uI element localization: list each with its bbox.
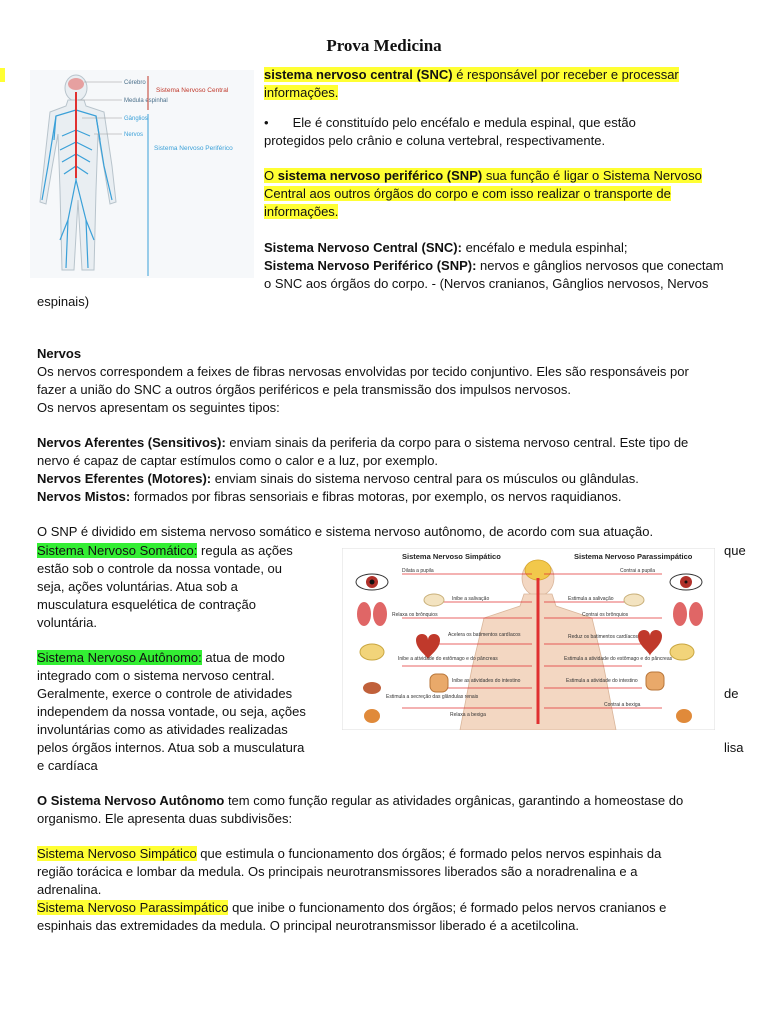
nervos-p1-line-1: Os nervos correspondem a feixes de fibras nervosas envolvidas por tecido conjuntivo. Eles são responsáveis por [37,364,689,379]
snc-label: Sistema Nervoso Central [156,87,229,94]
nervos-p1-line-2: fazer a união do SNC a outros órgãos periféricos e pela transmissão dos impulsos nervosos. [37,382,571,397]
autonomo-right-lisa: lisa [724,740,744,755]
bullet-glyph: • [264,115,269,130]
bullet-line-1 [264,114,636,132]
right-label-3: Reduz os batimentos cardíacos [568,634,639,640]
nervous-system-figure [30,70,254,278]
aferentes-term: Nervos Aferentes (Sensitivos): [37,435,226,450]
eye-icon-left [356,574,388,590]
somatico-rest-1: regula as ações [197,543,293,558]
left-label-0: Dilata a pupila [402,568,434,574]
somatico-line-5: voluntária. [37,615,97,630]
autonomo-line-4: independem da nossa vontade, ou seja, ações [37,704,306,719]
autonomo-line-3: Geralmente, exerce o controle de atividades [37,686,293,701]
bullet-text-2: protegidos pelo crânio e coluna vertebral, respectivamente. [264,133,606,148]
autonomo-line-6: pelos órgãos internos. Atua sob a musculatura [37,740,305,755]
autonomic-diagram [342,548,715,730]
somatico-line-4: musculatura esquelética de contração [37,597,256,612]
autonomo-line-5: involuntárias como as atividades realizadas [37,722,288,737]
mistos-line [37,488,622,506]
aferentes-rest: enviam sinais da periferia da corpo para o sistema nervoso central. Este tipo de [225,435,689,450]
snp-line-3 [264,203,338,221]
para-line-2: espinhais das extremidades da medula. O principal neurotransmissor liberado é a acetilcolina. [37,918,579,933]
def2-line-1 [264,257,724,275]
stomach-icon-right [670,644,694,660]
snp-term: sistema nervoso periférico (SNP) [277,168,483,183]
eferentes-line [37,470,639,488]
autonomo-term: Sistema Nervoso Autônomo: [37,650,202,665]
aferentes-line-1 [37,434,688,452]
auto-term: O Sistema Nervoso Autônomo [37,793,225,808]
para-term: Sistema Nervoso Parassimpático [37,900,229,915]
left-label-4: Inibe a atividade do estômago e do pâncreas [398,656,498,662]
simpatico-title: Sistema Nervoso Simpático [402,552,501,561]
right-label-0: Contrai a pupila [620,568,656,574]
left-label-5: Inibe as atividades do intestino [452,678,521,684]
nervous-system-illustration [30,70,254,278]
def2-text-3: espinais) [37,294,90,309]
def2-line-3 [37,293,89,311]
left-label-2: Relaxa os brônquios [392,612,438,618]
label-ganglios: Gânglios [124,116,148,122]
somatico-line-2: estão sob o controle da nossa vontade, ou [37,561,283,576]
bullet-line-2 [264,132,605,150]
kidney-icon-left [363,682,381,694]
label-cerebro: Cérebro [124,80,146,86]
def2-text-2: o SNC aos órgãos do corpo. - (Nervos cranianos, Gânglios nervosos, Nervos [264,276,709,291]
somatico-line-1 [37,542,293,560]
eye-icon-right [670,574,702,590]
somatico-right-word: que [724,543,746,558]
snc-term: sistema nervoso central (SNC) [264,67,453,82]
snp-line-1 [264,167,702,185]
parassimpatico-title: Sistema Nervoso Parassimpático [574,552,693,561]
snc-rest-1: é responsável por receber e processar [452,67,679,82]
left-label-1: Inibe a salivação [452,596,490,602]
autonomo-line-2: integrado com o sistema nervoso central. [37,668,275,683]
right-label-6: Contrai a bexiga [604,702,641,708]
left-label-6: Estimula a secreção das glândulas renais [386,694,479,700]
autonomo-line-1 [37,649,285,667]
left-label-3: Acelera os batimentos cardíacos [448,632,521,638]
nervos-heading: Nervos [37,346,82,361]
left-edge-highlight-mark [0,68,5,82]
simp-line-1 [37,845,661,863]
auto-line-1 [37,792,683,810]
snp-label: Sistema Nervoso Periférico [154,145,233,152]
snp-line-2 [264,185,671,203]
snp-division-line: O SNP é dividido em sistema nervoso somático e sistema nervoso autônomo, de acordo com sua atuação. [37,524,654,539]
brain-shape [68,78,84,90]
snc-line-1 [264,66,679,84]
left-label-7: Relaxa a bexiga [450,712,486,718]
right-label-1: Estimula a salivação [568,596,614,602]
bladder-icon-left [364,709,380,723]
eferentes-term: Nervos Eferentes (Motores): [37,471,212,486]
def1-term: Sistema Nervoso Central (SNC): [264,240,462,255]
def1-line [264,239,627,257]
mistos-rest: formados por fibras sensoriais e fibras motoras, por exemplo, os nervos raquidianos. [130,489,622,504]
salivary-icon-right [624,594,644,606]
snc-rest-2: informações. [264,85,339,100]
snp-o: O [264,168,278,183]
page-title: Prova Medicina [326,36,442,55]
autonomic-system-figure [342,548,715,730]
autonomo-right-de: de [724,686,739,701]
def2-line-2 [264,275,708,293]
label-medula: Medula espinhal [124,98,168,104]
stomach-icon-left [360,644,384,660]
intestine-icon-left [430,674,448,692]
intestine-icon-right [646,672,664,690]
simp-rest: que estimula o funcionamento dos órgãos; é formado pelos nervos espinhais da [196,846,662,861]
def2-term: Sistema Nervoso Periférico (SNP): [264,258,477,273]
snp-text-3: informações. [264,204,339,219]
autonomo-line-7: e cardíaca [37,758,98,773]
eferentes-rest: enviam sinais do sistema nervoso central para os músculos ou glândulas. [211,471,639,486]
def1-rest: encéfalo e medula espinhal; [461,240,628,255]
simp-line-3: adrenalina. [37,882,102,897]
nervos-p1-line-3: Os nervos apresentam os seguintes tipos: [37,400,280,415]
right-label-4: Estimula a atividade do estômago e do pâncreas [564,656,673,662]
right-label-5: Estimula a atividade do intestino [566,678,638,684]
aferentes-line-2: nervo é capaz de captar estímulos como o calor e a luz, por exemplo. [37,453,439,468]
autonomo-rest-1: atua de modo [201,650,285,665]
simp-term: Sistema Nervoso Simpático [37,846,197,861]
auto-line-2: organismo. Ele apresenta duas subdivisões: [37,811,293,826]
brain-shape [525,560,551,580]
mistos-term: Nervos Mistos: [37,489,131,504]
def2-rest: nervos e gânglios nervosos que conectam [476,258,724,273]
bladder-icon-right [676,709,692,723]
salivary-icon-left [424,594,444,606]
para-rest: que inibe o funcionamento dos órgãos; é formado pelos nervos cranianos e [228,900,667,915]
auto-rest: tem como função regular as atividades orgânicas, garantindo a homeostase do [224,793,684,808]
somatico-term: Sistema Nervoso Somático: [37,543,198,558]
snp-rest-1: sua função é ligar o Sistema Nervoso [482,168,702,183]
somatico-line-3: seja, ações voluntárias. Atua sob a [37,579,238,594]
right-label-2: Contrai os brônquios [582,612,629,618]
snc-line-2 [264,84,338,102]
para-line-1 [37,899,666,917]
label-nervos: Nervos [124,132,144,138]
snp-text-2: Central aos outros órgãos do corpo e com isso realizar o transporte de [264,186,671,201]
simp-line-2: região torácica e lombar da medula. Os principais neurotransmissores liberados são a noradrenalina e a [37,864,638,879]
bullet-text-1: Ele é constituído pelo encéfalo e medula espinal, que estão [292,115,636,130]
